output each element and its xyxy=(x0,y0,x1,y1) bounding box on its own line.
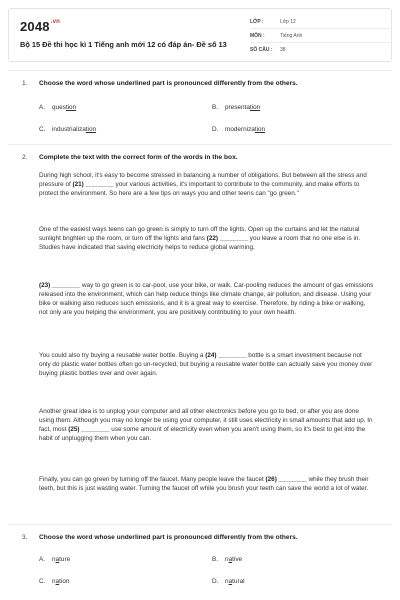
option-c[interactable] xyxy=(39,126,96,133)
question-prompt: Choose the word whose underlined part is pronounced differently from the others. xyxy=(39,534,298,541)
logo-text: 2048 xyxy=(20,19,50,34)
site-logo[interactable] xyxy=(20,19,60,34)
option-text: ture xyxy=(59,556,71,563)
divider xyxy=(8,70,392,71)
passage-paragraph-1 xyxy=(39,172,375,199)
underlined-part: a xyxy=(228,556,233,563)
underlined-part: a xyxy=(55,556,60,563)
underlined-part: tion xyxy=(85,126,97,133)
option-text: tive xyxy=(232,556,243,563)
paragraph-text: you leave a room that no one else is in. Studies have indicated that saving electricity helps to reduce global warming. xyxy=(39,234,361,251)
option-text: industrializa xyxy=(52,126,86,133)
question-prompt: Complete the text with the correct form of the words in the box. xyxy=(39,154,238,161)
question-number: 1. xyxy=(22,80,28,87)
paragraph-text: bottle is a smart investment because not only do plastic water bottles often go un-recycled, but buying a reusable water bottle can actually save you money over buying plastic bottles over and over again. xyxy=(39,352,373,377)
logo-suffix: .vn xyxy=(50,19,61,25)
option-a[interactable] xyxy=(39,556,70,563)
underlined-part: a xyxy=(228,578,233,585)
question-number: 2. xyxy=(22,154,28,161)
underlined-part: tion xyxy=(65,104,77,111)
option-text: n xyxy=(52,578,56,585)
meta-label: LỚP : xyxy=(250,18,264,25)
option-text: presenta xyxy=(225,104,250,111)
option-b[interactable] xyxy=(212,556,242,563)
option-letter: D. xyxy=(212,126,219,133)
passage-paragraph-2 xyxy=(39,226,375,253)
option-text: n xyxy=(52,556,56,563)
meta-label: MÔN : xyxy=(250,32,265,39)
divider xyxy=(8,144,392,145)
option-text: tural xyxy=(232,578,245,585)
blank-25[interactable]: (25) ________ xyxy=(68,425,110,433)
passage-paragraph-3 xyxy=(39,282,375,318)
option-letter: D. xyxy=(212,578,219,585)
blank-22[interactable]: (22) ________ xyxy=(206,234,249,242)
divider xyxy=(8,524,392,525)
passage-paragraph-5 xyxy=(39,408,375,444)
paragraph-text: During high school, it's easy to become stressed in balancing a number of obligations. But between all the stress and pressure of xyxy=(39,172,367,188)
option-text: n xyxy=(225,578,229,585)
question-prompt: Choose the word whose underlined part is pronounced differently from the others. xyxy=(39,80,298,87)
paragraph-text: Another great idea is to unplug your computer and all other electronics before you go to bed, or after you are done using them. Although you may no longer be using your computer, it still uses electricity in small amounts that add up. In fact, most xyxy=(39,408,373,433)
option-letter: B. xyxy=(212,556,219,563)
option-letter: B. xyxy=(212,104,219,111)
passage-paragraph-4 xyxy=(39,352,375,379)
paragraph-text: way to go green is to car-pool, use your bike, or walk. Car-pooling reduces the amount of gas emissions released into the environment, which can help reduce things like climate change, air pollution, and disease. Using your bike or walking also reduces such emissions, and it is a great way to exercise. Therefore, by riding a bike or walking, not only are you helping the environment, you are positively contributing to your own health. xyxy=(39,282,374,316)
option-letter: A. xyxy=(39,556,46,563)
paragraph-text: Finally, you can go green by turning off the faucet. Many people leave the faucet xyxy=(39,476,266,483)
meta-row-class xyxy=(250,15,390,29)
option-d[interactable] xyxy=(212,578,245,585)
meta-row-subject xyxy=(250,29,390,43)
paragraph-text: You could also try buying a reusable water bottle. Buying a xyxy=(39,352,206,359)
option-letter: A. xyxy=(39,104,46,111)
paragraph-text: use some amount of electricity even when you aren't using them, so it's best to get into the habit of unplugging them when you can. xyxy=(39,425,366,442)
option-text: tion xyxy=(59,578,70,585)
underlined-part: tion xyxy=(249,104,261,111)
option-b[interactable] xyxy=(212,104,260,111)
option-text: n xyxy=(225,556,229,563)
question-number: 3. xyxy=(22,534,28,541)
blank-23[interactable]: (23) ________ xyxy=(39,282,81,289)
meta-table xyxy=(250,15,390,57)
option-c[interactable] xyxy=(39,578,69,585)
blank-26[interactable]: (26) ________ xyxy=(265,476,307,483)
option-text: moderniza xyxy=(225,126,255,133)
paragraph-text: One of the easiest ways teens can go green is simply to turn off the lights. Open up the curtains and let the natural sunlight brighten up the room, or turn off the lights and fans xyxy=(39,226,360,242)
option-text: ques xyxy=(52,104,66,111)
document-title: Bộ 15 Đề thi học kì 1 Tiếng anh mới 12 có đáp án- Đề số 13 xyxy=(20,40,227,49)
underlined-part: tion xyxy=(254,126,266,133)
meta-row-count xyxy=(250,43,390,57)
option-d[interactable] xyxy=(212,126,265,133)
option-letter: C. xyxy=(39,126,46,133)
option-a[interactable] xyxy=(39,104,76,111)
option-letter: C. xyxy=(39,578,46,585)
blank-24[interactable]: (24) ________ xyxy=(205,352,247,359)
meta-value: Lớp 12 xyxy=(280,18,296,25)
meta-value: Tiếng Anh xyxy=(280,32,303,39)
underlined-part: a xyxy=(55,578,60,585)
paragraph-text: your various activities, it's important to contribute to the community, and make efforts to protect the environment. So here are a few tips on ways you and other teens can "go green." xyxy=(39,180,360,197)
paragraph-text: while they brush their teeth, but this is just wasting water. Turning the faucet off while you brush your teeth can save the world a lot of water. xyxy=(39,476,369,492)
blank-21[interactable]: (21) ________ xyxy=(72,180,114,188)
meta-value: 38 xyxy=(280,47,286,53)
document-header xyxy=(8,8,392,62)
meta-label: SỐ CÂU : xyxy=(250,47,273,53)
passage-paragraph-6 xyxy=(39,476,375,494)
